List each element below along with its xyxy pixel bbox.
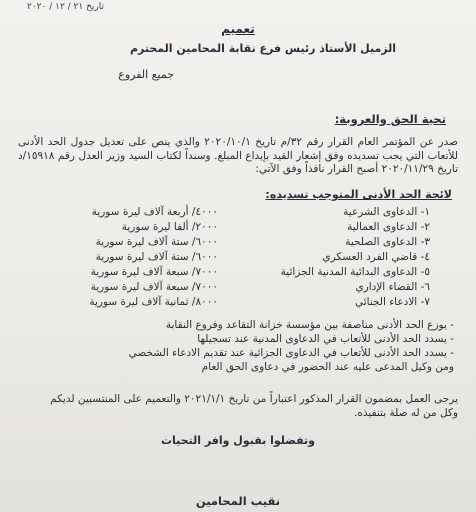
request-block xyxy=(18,392,458,420)
fee-row xyxy=(18,206,458,220)
fee-item-amount: ٤٠٠٠/ أربعة آلاف ليرة سورية xyxy=(91,206,218,218)
fee-item-amount: ٢٠٠٠/ ألفا ليرة سورية xyxy=(121,221,218,233)
fee-row xyxy=(18,281,458,295)
fee-item-amount: ٦٠٠٠/ ستة آلاف ليرة سورية xyxy=(95,236,218,248)
fee-row xyxy=(18,236,458,250)
fee-item-amount: ٦٠٠٠/ ستة آلاف ليرة سورية xyxy=(95,251,218,263)
fees-list-heading: لائحة الحد الأدنى المتوجب تسديده: xyxy=(265,188,452,201)
greeting: تحية الحق والعروبة: xyxy=(334,112,446,126)
fee-row xyxy=(18,251,458,265)
fee-item-name: ٥- الدعاوى البدائية المدنية الجزائية xyxy=(280,266,430,278)
fee-item-amount: ٧٠٠٠/ سبعة آلاف ليرة سورية xyxy=(90,266,218,278)
fee-row xyxy=(18,296,458,310)
document-title: تعميم xyxy=(221,22,255,36)
fee-item-name: ٦- القضاء الإداري xyxy=(355,281,430,293)
signature-title: نقيب المحامين xyxy=(195,494,281,508)
fee-item-name: ٤- قاضي الفرد العسكري xyxy=(322,251,430,263)
intro-paragraph: صدر عن المؤتمر العام القرار رقم ٣٢/م تاريخ ٢٠٢٠/١٠/١ والذي ينص على تعديل جدول الحد الأدنى للأتعاب التي يجب تسديده وفق إشعار القيد بإيداع المبلغ. وسنداً لكتاب السيد وزير العدل رقم ١٥٩١٨/د تاريخ ٢٠٢٠/١١/٢٩ أصبح القرار نافذاً وفق الآتي: xyxy=(18,136,459,175)
request-line: يرجى العمل بمضمون القرار المذكور اعتباراً من تاريخ ٢٠٢١/١/١ والتعميم على المنتسبين لديكم xyxy=(50,393,458,405)
fee-item-name: ٣- الدعاوى الصلحية xyxy=(345,236,430,248)
note-line: - يوزع الحد الأدنى مناصفة بين مؤسسة خزانة التقاعد وفروع النقابة xyxy=(165,319,454,331)
fee-row xyxy=(18,221,458,235)
fee-item-name: ٢- الدعاوى العمالية xyxy=(347,221,430,233)
notes-block xyxy=(14,318,454,374)
branches-line: جميع الفروع xyxy=(118,68,174,81)
fee-row xyxy=(18,266,458,280)
addressee-line: الزميل الأستاذ رئيس فرع نقابة المحامين المحترم xyxy=(129,42,396,55)
fee-item-name: ١- الدعاوى الشرعية xyxy=(343,206,430,218)
fee-item-amount: ٧٠٠٠/ سبعة آلاف ليرة سورية xyxy=(90,281,218,293)
closing-line: وتفضلوا بقبول وافر التحيات xyxy=(161,434,315,447)
note-line: ومن وكيل المدعى عليه عند الحضور في دعاوى الحق العام xyxy=(201,361,454,373)
note-line: - يسدد الحد الأدنى للأتعاب في الدعاوى المدنية عند تسجيلها xyxy=(197,333,454,345)
request-line: وكل من له صلة بتنفيذه. xyxy=(354,407,458,419)
fee-item-amount: ٨٠٠٠/ ثمانية آلاف ليرة سورية xyxy=(89,296,218,308)
fee-item-name: ٧- الادعاء الجنائي xyxy=(354,296,430,308)
document-date: تاريخ ٢١ / ١٢ / ٢٠٢٠ xyxy=(27,2,104,12)
note-line: - يسدد الحد الأدنى للأتعاب في الدعاوى الجزائية عند تقديم الادعاء الشخصي xyxy=(128,347,454,359)
